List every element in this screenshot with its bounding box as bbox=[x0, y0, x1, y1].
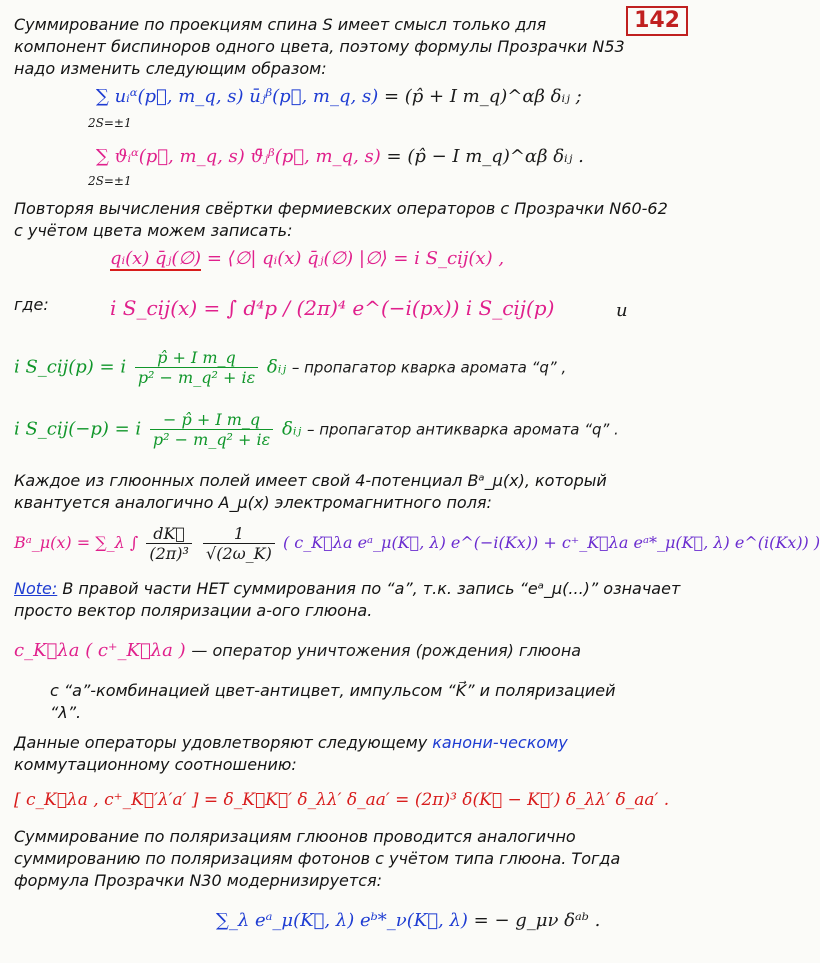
equation-gluon-norm-num: 1 bbox=[203, 524, 275, 544]
gluon-operators: c_K⃗λa ( c⁺_K⃗λa ) bbox=[14, 640, 186, 661]
equation-polarization-lhs: ∑_λ eᵃ_μ(K⃗, λ) eᵇ*_ν(K⃗, λ) bbox=[216, 910, 468, 931]
equation-fourier-rhs: e^(−i(px)) i S_cij(p) bbox=[352, 296, 555, 320]
equation-u-lhs: ∑ uᵢᵅ(p⃗, m_q, s) ūⱼᵝ(p⃗, m_q, s) bbox=[96, 86, 379, 107]
equation-u-spin-sum bbox=[96, 86, 582, 107]
paragraph-polarization-sum: Суммирование по поляризациям глюонов проводится аналогично суммированию по поляризациям фотонов с учётом типа глюона. Тогда формула Прозрачки N30 модернизируется: bbox=[14, 827, 621, 890]
equation-gluon-measure bbox=[146, 524, 192, 563]
gluon-operators-description: — оператор уничтожения (рождения) глюона bbox=[191, 641, 582, 660]
equation-v-lhs: ∑ ϑᵢᵅ(p⃗, m_q, s) ϑ̄ⱼᵝ(p⃗, m_q, s) bbox=[96, 146, 381, 167]
equation-quark-fraction bbox=[135, 348, 258, 387]
equation-antiquark-fraction bbox=[150, 410, 273, 449]
equation-quark-description: – пропагатор кварка аромата “q” , bbox=[291, 358, 567, 377]
equation-gluon-lhs: Bᵃ_μ(x) = ∑_λ ∫ bbox=[14, 533, 139, 552]
equation-antiquark-description: – пропагатор антикварка аромата “q” . bbox=[306, 420, 619, 439]
equation-antiquark-lhs: i S_cij(−p) = i bbox=[14, 418, 142, 440]
equation-v-rhs: = (p̂ − I m_q)^αβ δᵢⱼ . bbox=[386, 146, 584, 167]
equation-antiquark-denominator: p² − m_q² + iε bbox=[152, 430, 271, 449]
equation-quark-numerator: p̂ + I m_q bbox=[135, 348, 258, 368]
equation-v-spin-sum bbox=[96, 146, 584, 167]
equation-quark-delta: δᵢⱼ bbox=[266, 356, 287, 378]
equation-fourier-lhs: i S_cij(x) = bbox=[110, 296, 221, 320]
equation-u-limits: 2S=±1 bbox=[88, 116, 132, 130]
equation-gluon-norm bbox=[203, 524, 275, 563]
equation-fourier-and: и bbox=[616, 300, 628, 321]
where-label: где: bbox=[14, 295, 49, 314]
equation-fourier-propagator bbox=[110, 296, 554, 320]
equation-gluon-field-expansion bbox=[14, 524, 820, 563]
paragraph-convolution: Повторяя вычисления свёртки фермиевских операторов с Прозрачки N60-62 с учётом цвета можем записать: bbox=[14, 199, 668, 240]
equation-fourier-integral: ∫ d⁴p / (2π)⁴ bbox=[226, 296, 346, 320]
commutation-intro-relation: коммутационному соотношению: bbox=[14, 755, 297, 774]
equation-gluon-measure-den: (2π)³ bbox=[149, 544, 189, 563]
equation-quark-propagator bbox=[14, 348, 566, 387]
paragraph-spin-sum: Суммирование по проекциям спина S имеет смысл только для компонент биспиноров одного цвета, поэтому формулы Прозрачки N53 надо изменить следующим образом: bbox=[14, 15, 625, 78]
commutation-intro-text: Данные операторы удовлетворяют следующему bbox=[14, 733, 428, 752]
note-label: Note: bbox=[14, 579, 58, 598]
equation-commutation-relation: [ c_K⃗λa , c⁺_K⃗′λ′a′ ] = δ_K⃗K⃗′ δ_λλ′ δ_aa′ = (2π)³ δ(K⃗ − K⃗′) δ_λλ′ δ_aa′ . bbox=[14, 790, 670, 810]
gluon-operators-line bbox=[14, 640, 581, 661]
equation-polarization-rhs: = − g_μν δᵃᵇ . bbox=[473, 910, 601, 931]
equation-contraction-pair: qᵢ(x) q̄ⱼ(∅) bbox=[110, 248, 202, 269]
equation-gluon-term-annihilation: ( c_K⃗λa eᵃ_μ(K⃗, λ) e^(−i(Kx)) bbox=[282, 533, 539, 552]
paragraph-commutation-intro bbox=[14, 732, 688, 776]
equation-u-rhs: = (p̂ + I m_q)^αβ δᵢⱼ ; bbox=[383, 86, 582, 107]
note-text: В правой части НЕТ суммирования по “a”, т.к. запись “eᵃ_μ(...)” означает просто вектор поляризации a-ого глюона. bbox=[14, 579, 681, 620]
equation-antiquark-numerator: − p̂ + I m_q bbox=[150, 410, 273, 430]
paragraph-operator-quantum-numbers: с “a”-комбинацией цвет-антицвет, импульсом “K⃗” и поляризацией “λ”. bbox=[50, 681, 616, 722]
equation-antiquark-delta: δᵢⱼ bbox=[281, 418, 302, 440]
equation-propagator-contraction bbox=[110, 248, 504, 269]
equation-polarization-sum bbox=[216, 910, 600, 931]
paragraph-gluon-fields: Каждое из глюонных полей имеет свой 4-потенциал Bᵃ_μ(x), который квантуется аналогично A_μ(x) электромагнитного поля: bbox=[14, 471, 607, 512]
equation-v-limits: 2S=±1 bbox=[88, 174, 132, 188]
equation-quark-lhs: i S_cij(p) = i bbox=[14, 356, 127, 378]
note-block bbox=[14, 578, 688, 622]
equation-gluon-term-creation: + c⁺_K⃗λa eᵃ*_μ(K⃗, λ) e^(i(Kx)) ) bbox=[543, 533, 820, 552]
equation-contraction-rhs: = ⟨∅| qᵢ(x) q̄ⱼ(∅) |∅⟩ = i S_cij(x) , bbox=[206, 248, 505, 269]
equation-antiquark-propagator bbox=[14, 410, 619, 449]
page-number: 142 bbox=[626, 6, 688, 36]
equation-quark-denominator: p² − m_q² + iε bbox=[137, 368, 256, 387]
equation-gluon-measure-num: dK⃗ bbox=[146, 524, 192, 544]
equation-gluon-norm-den: √(2ω_K) bbox=[206, 544, 272, 563]
commutation-intro-canonical: канони-ческому bbox=[432, 733, 568, 752]
